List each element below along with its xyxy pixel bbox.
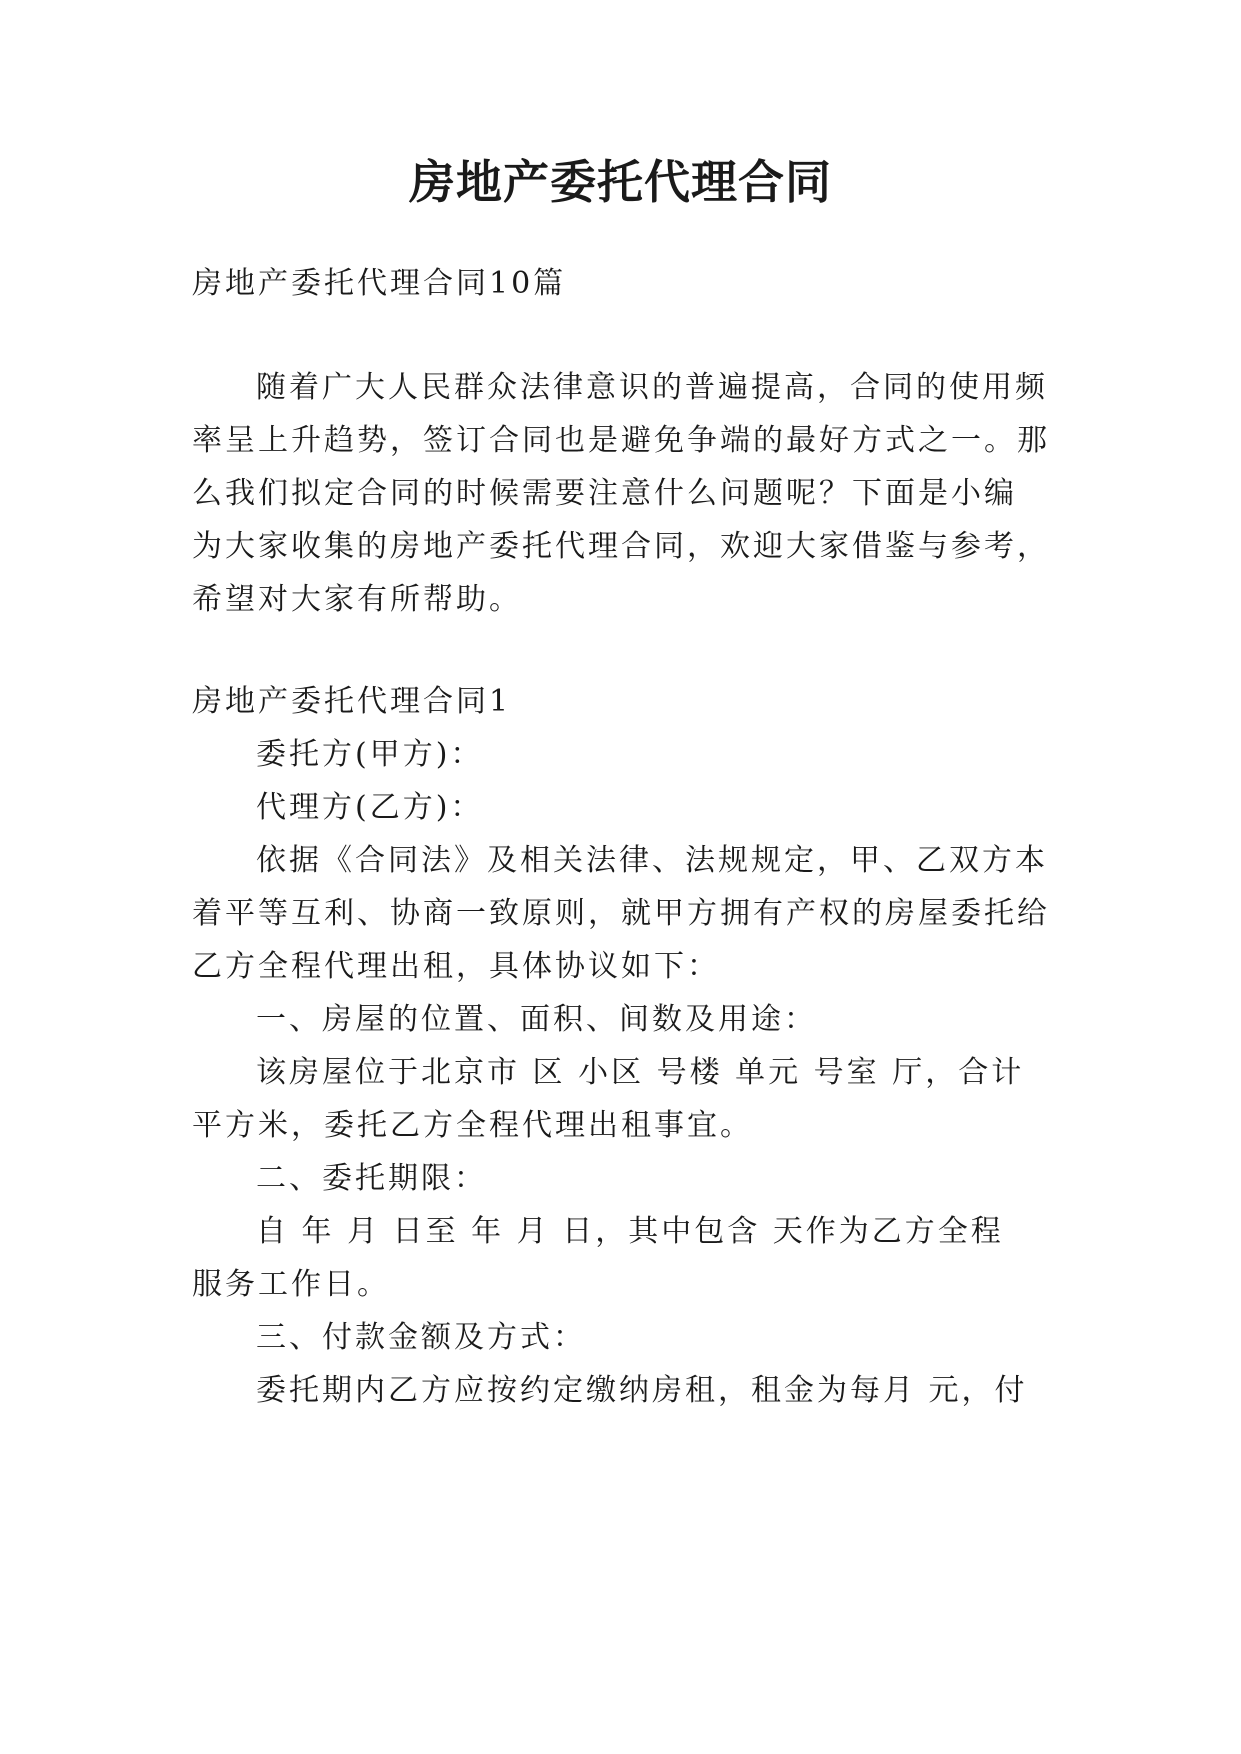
clause-1-line: 平方米，委托乙方全程代理出租事宜。: [192, 1108, 753, 1143]
intro-line: 么我们拟定合同的时候需要注意什么问题呢？下面是小编: [192, 476, 1017, 511]
clause-2-line: 自 年 月 日至 年 月 日，其中包含 天作为乙方全程: [256, 1214, 1004, 1249]
document-subtitle: 房地产委托代理合同10篇: [192, 266, 567, 301]
clause-3-line: 委托期内乙方应按约定缴纳房租，租金为每月 元，付: [256, 1373, 1028, 1408]
intro-line: 率呈上升趋势，签订合同也是避免争端的最好方式之一。那: [192, 423, 1050, 458]
intro-line: 为大家收集的房地产委托代理合同，欢迎大家借鉴与参考，: [192, 529, 1050, 564]
party-b-label: 代理方(乙方)：: [256, 790, 484, 825]
clause-3-heading: 三、付款金额及方式：: [256, 1320, 586, 1355]
basis-line: 依据《合同法》及相关法律、法规规定，甲、乙双方本: [256, 843, 1048, 878]
intro-line: 随着广大人民群众法律意识的普遍提高，合同的使用频: [256, 370, 1048, 405]
basis-line: 乙方全程代理出租，具体协议如下：: [192, 949, 720, 984]
section-heading: 房地产委托代理合同1: [192, 684, 512, 719]
clause-2-heading: 二、委托期限：: [256, 1161, 487, 1196]
basis-line: 着平等互利、协商一致原则，就甲方拥有产权的房屋委托给: [192, 896, 1050, 931]
party-a-label: 委托方(甲方)：: [256, 737, 484, 772]
clause-1-line: 该房屋位于北京市 区 小区 号楼 单元 号室 厅，合计: [256, 1055, 1025, 1090]
document-title: 房地产委托代理合同: [409, 155, 832, 209]
clause-2-line: 服务工作日。: [192, 1267, 390, 1302]
clause-1-heading: 一、房屋的位置、面积、间数及用途：: [256, 1002, 817, 1037]
intro-line: 希望对大家有所帮助。: [192, 582, 522, 617]
